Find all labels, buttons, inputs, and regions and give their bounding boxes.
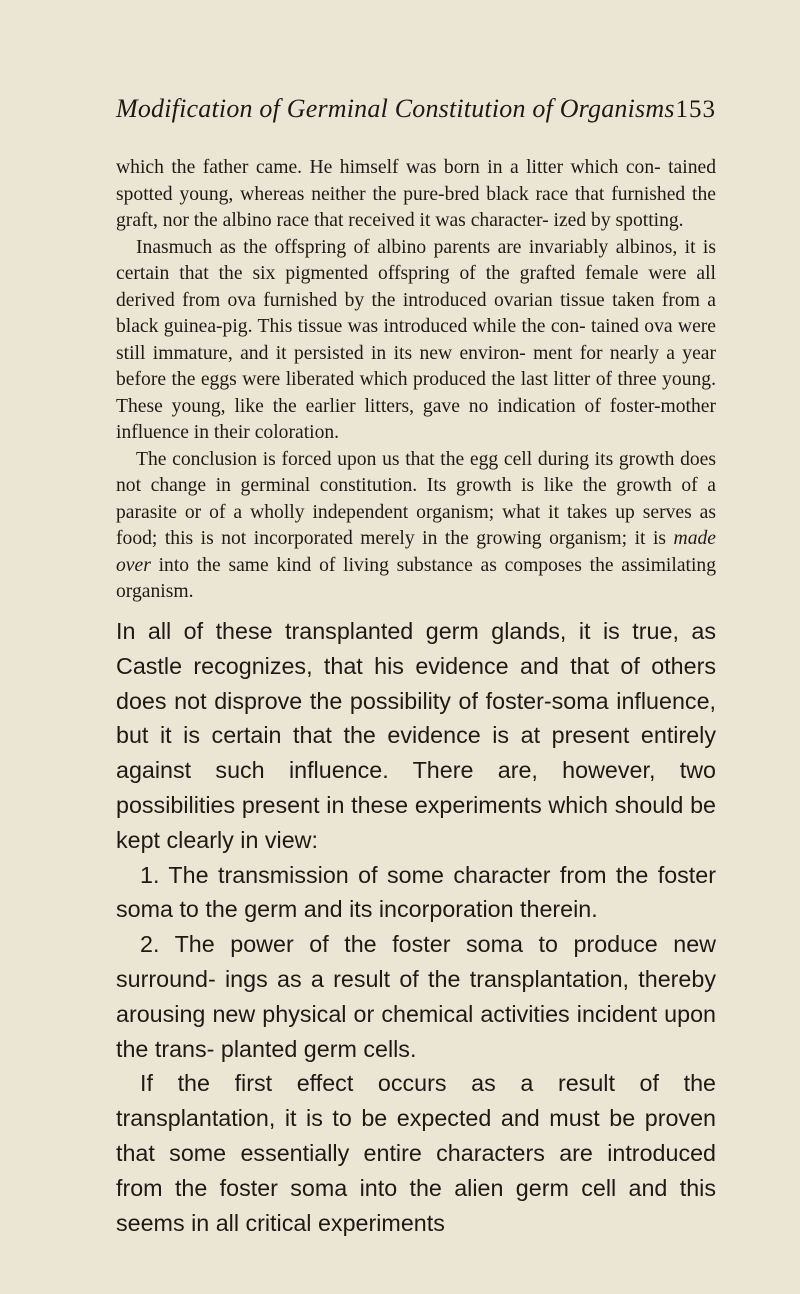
list-item: 1. The transmission of some character from the foster soma to the germ and its incorporation therein. xyxy=(116,861,716,923)
paragraph-text: The conclusion is forced upon us that the egg cell during its growth does not change in germinal constitution. Its growth is like the growth of a parasite or of a wholly independent organism; what it takes up serves as food; this is not incorporated merely in the growing organism; it is xyxy=(116,448,716,549)
emphasis: made over xyxy=(116,528,716,576)
paragraph xyxy=(116,447,716,606)
paragraph-text: into the same kind of living substance as composes the assimilating organism. xyxy=(116,554,716,602)
page-header xyxy=(116,94,716,134)
paragraph: If the first effect occurs as a result of the transplantation, it is to be expected and must be proven that some essentially entire characters are introduced from the foster soma into the alien germ cell and this seems in all critical experiments xyxy=(116,1070,716,1236)
running-title: Modification of Germinal Constitution of Organisms xyxy=(116,94,675,123)
list-item: 2. The power of the foster soma to produce new surround- ings as a result of the transplantation, thereby arousing new physical or chemical activities incident upon the trans- planted germ cells. xyxy=(116,931,716,1062)
paragraph: Inasmuch as the offspring of albino parents are invariably albinos, it is certain that the six pigmented offspring of the grafted female were all derived from ova furnished by the introduced ovarian tissue taken from a black guinea-pig. This tissue was introduced while the con- tained ova were still immature, and it persisted in its new environ- ment for nearly a year before the eggs were liberated which produced the last litter of three young. These young, like the earlier litters, gave no indication of foster-mother influence in their coloration. xyxy=(116,236,716,443)
quoted-passage xyxy=(116,155,716,606)
main-body xyxy=(116,614,716,1240)
page-number: 153 xyxy=(675,96,716,123)
paragraph: which the father came. He himself was born in a litter which con- tained spotted young, whereas neither the pure-bred black race that furnished the graft, nor the albino race that received it was character- ized by spotting. xyxy=(116,157,716,231)
paragraph: In all of these transplanted germ glands, it is true, as Castle recognizes, that his evidence and that of others does not disprove the possibility of foster-soma influence, but it is certain that the evidence is at present entirely against such influence. There are, however, two possibilities present in these experiments which should be kept clearly in view: xyxy=(116,618,716,853)
